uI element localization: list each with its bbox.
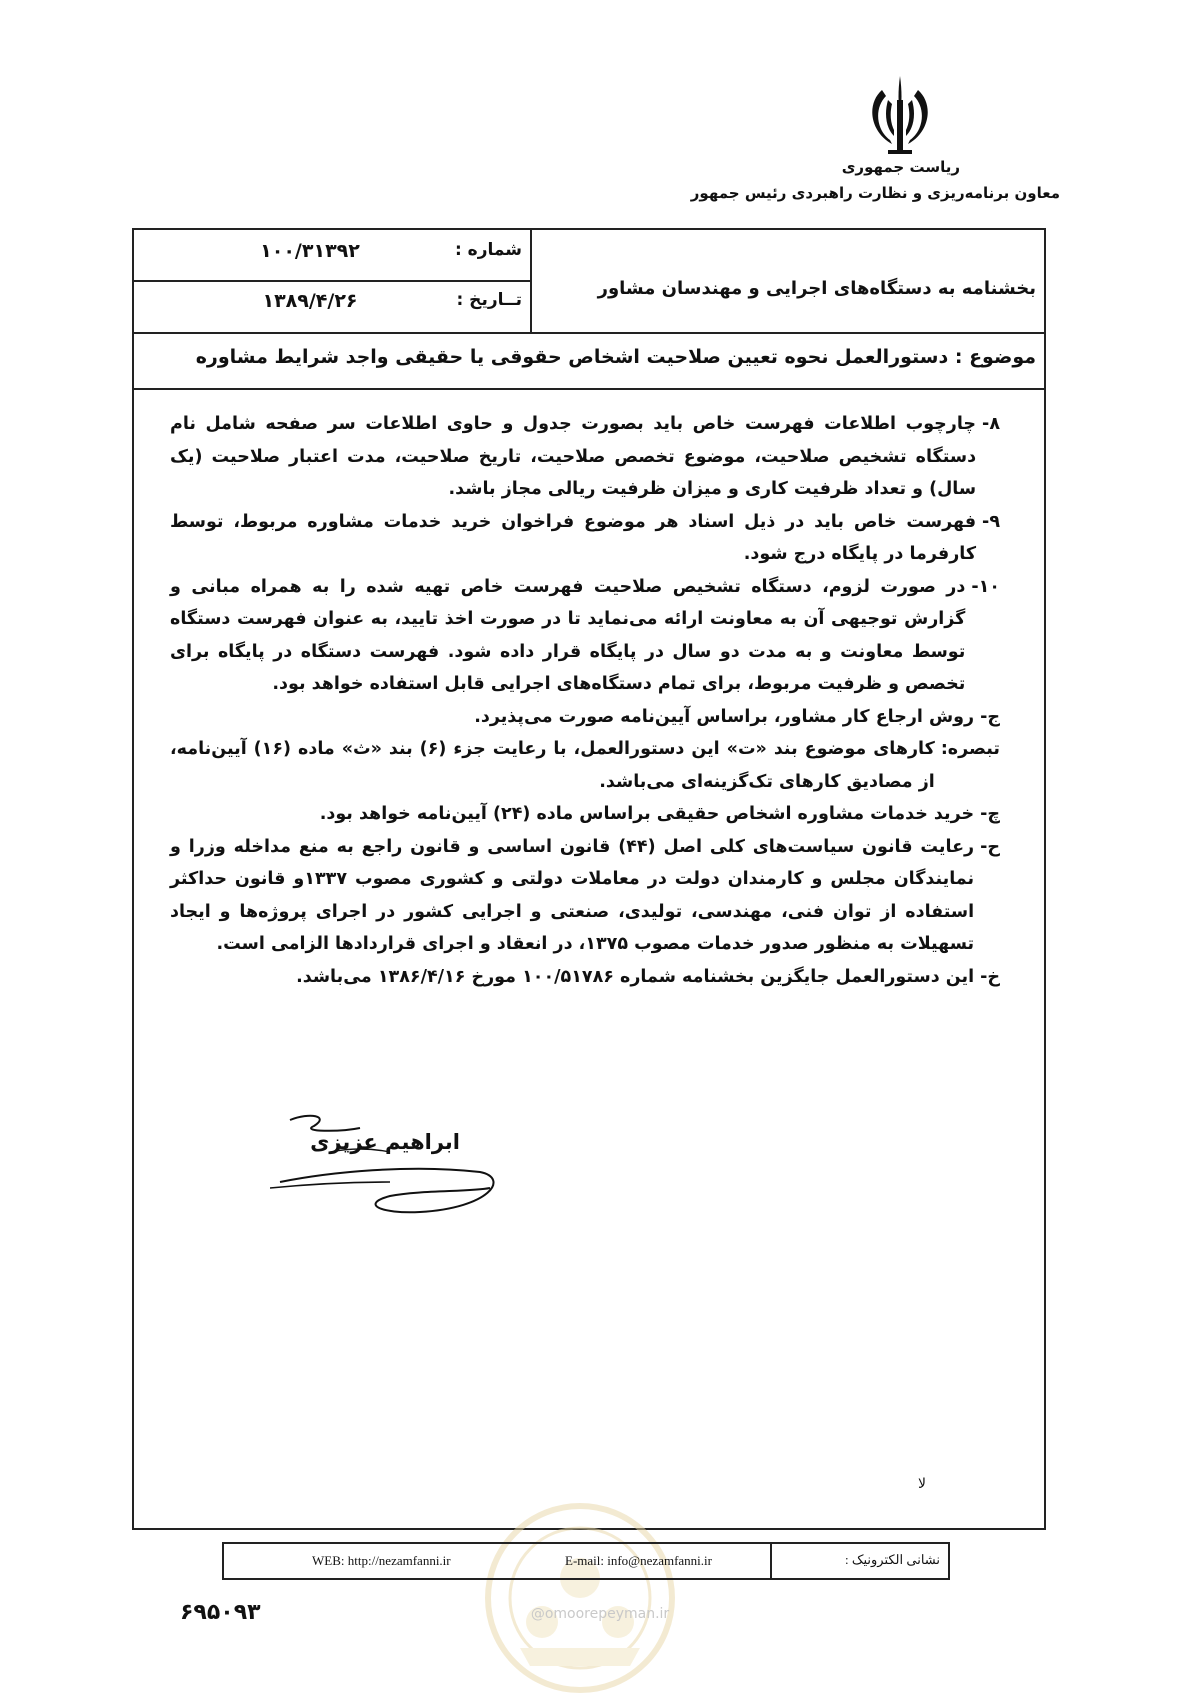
watermark-url: @omoorepeyman.ir (530, 1606, 670, 1622)
margin-mark: ﻻ (918, 1476, 926, 1492)
document-code: ۶۹۵۰۹۳ (180, 1600, 261, 1625)
signature-graphic (270, 1112, 510, 1222)
note-marker: تبصره: (940, 739, 1000, 759)
clause-ch (170, 798, 1000, 831)
watermark-seal (480, 1498, 680, 1698)
number-label: شماره : (454, 240, 522, 260)
clause-10 (170, 571, 1000, 701)
emblem-icon (860, 70, 940, 160)
clause-text: فهرست خاص باید در ذیل اسناد هر موضوع فراخوان خرید خدمات مشاوره مربوط، توسط کارفرما در پایگاه درج شود. (170, 511, 977, 564)
clause-marker: ج- (980, 706, 1000, 727)
circular-title: بخشنامه به دستگاه‌های اجرایی و مهندسان مشاور (597, 278, 1036, 299)
footer-divider (770, 1542, 772, 1580)
clause-text: کارهای موضوع بند «ت» این دستورالعمل، با رعایت جزء (۶) بند «ث» ماده (۱۶) آیین‌نامه، از مصادیق کارهای تک‌گزینه‌ای می‌باشد. (170, 739, 935, 792)
electronic-address-label: نشانی الکترونیک : (844, 1552, 940, 1567)
org-line-2: معاون برنامه‌ریزی و نظارت راهبردی رئیس جمهور (690, 184, 1060, 202)
email-address[interactable]: E-mail: info@nezamfanni.ir (565, 1553, 712, 1568)
date-label: تــاریخ : (456, 290, 522, 310)
subject-line: موضوع : دستورالعمل نحوه تعیین صلاحیت اشخاص حقوقی یا حقیقی واجد شرایط مشاوره (195, 346, 1036, 368)
clause-h (170, 831, 1000, 961)
note-clause (170, 733, 1000, 798)
clause-8 (170, 408, 1000, 506)
number-value: ۱۰۰/۳۱۳۹۲ (260, 240, 360, 262)
clause-marker: ۹- (982, 511, 1000, 532)
org-line-1: ریاست جمهوری (841, 158, 960, 176)
clause-marker: ۱۰- (971, 576, 1000, 597)
clause-kh (170, 961, 1000, 994)
clause-marker: ح- (980, 836, 1000, 857)
header-mid-divider (132, 280, 532, 282)
clause-j (170, 701, 1000, 734)
signatory-name: ابراهیم عزیزی (310, 1130, 460, 1154)
clause-9 (170, 506, 1000, 571)
clause-text: در صورت لزوم، دستگاه تشخیص صلاحیت فهرست خاص تهیه شده را به همراه مبانی و گزارش توجیهی آن به معاونت ارائه می‌نماید تا در صورت اخذ تایید، به عنوان فهرست دستگاه توسط معاونت و به مدت دو سال در پایگاه قرار داده شود. فهرست دستگاه در پایگاه برای تخصص و ظرفیت مربوط، برای تمام دستگاه‌های اجرایی قابل استفاده خواهد بود. (170, 576, 966, 694)
clause-text: چارچوب اطلاعات فهرست خاص باید بصورت جدول و حاوی اطلاعات سر صفحه شامل نام دستگاه تشخیص صلاحیت، موضوع تخصص صلاحیت، تاریخ صلاحیت، مدت اعتبار صلاحیت (یک سال) و تعداد ظرفیت کاری و میزان ظرفیت ریالی مجاز باشد. (170, 414, 977, 499)
clause-text: این دستورالعمل جایگزین بخشنامه شماره ۱۰۰/۵۱۷۸۶ مورخ ۱۳۸۶/۴/۱۶ می‌باشد. (296, 966, 975, 987)
web-address[interactable]: WEB: http://nezamfanni.ir (312, 1553, 451, 1568)
clause-marker: خ- (980, 966, 1000, 987)
date-value: ۱۳۸۹/۴/۲۶ (262, 290, 358, 312)
clause-marker: چ- (980, 804, 1000, 824)
clause-text: رعایت قانون سیاست‌های کلی اصل (۴۴) قانون اساسی و قانون راجع به منع مداخله وزرا و نمایندگان مجلس و کارمندان دولت در معاملات دولتی و کشوری مصوب ۱۳۳۷و قانون حداکثر استفاده از توان فنی، مهندسی، تولیدی، صنعتی و اجرایی کشور در اجرای پروژه‌ها و ایجاد تسهیلات به منظور صدور خدمات مصوب ۱۳۷۵، در انعقاد و اجرای قراردادها الزامی است. (170, 836, 975, 954)
clause-text: خرید خدمات مشاوره اشخاص حقیقی براساس ماده (۲۴) آیین‌نامه خواهد بود. (319, 804, 975, 824)
clause-marker: ۸- (982, 414, 1000, 434)
header-bottom-divider (132, 332, 1046, 334)
body-text (170, 408, 1000, 993)
clause-text: روش ارجاع کار مشاور، براساس آیین‌نامه صورت می‌پذیرد. (474, 706, 975, 727)
subject-bottom-divider (132, 388, 1046, 390)
